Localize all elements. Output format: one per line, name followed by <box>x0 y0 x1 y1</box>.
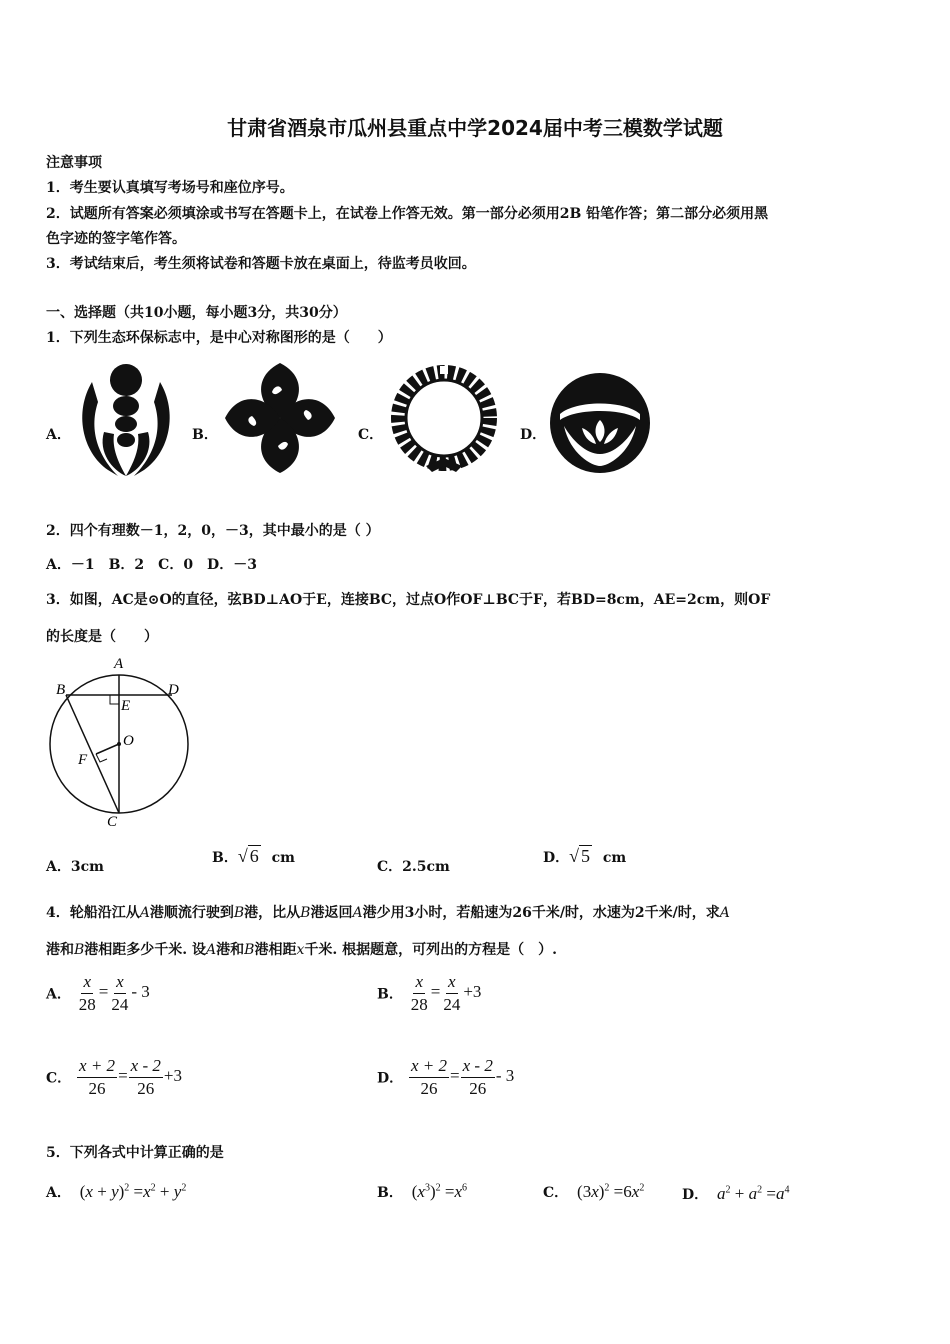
q1-option-a-label: A． <box>46 427 71 443</box>
q5-option-b: B． $(x^3)^2 =x^6$ <box>377 1182 467 1201</box>
q3-option-b: B．√ 6 cm <box>212 846 295 866</box>
q4-stem-line1: 4．轮船沿江从A港顺流行驶到B港，比从B港返回A港少用3小时，若船速为26千米/时，水速为2千米/时，求A <box>46 905 730 921</box>
q1-option-c-label: C． <box>358 427 384 443</box>
notice-item-2a: 2．试题所有答案必须填涂或书写在答题卡上，在试卷上作答无效。第一部分必须用2B 铅笔作答；第二部分必须用黑 <box>46 206 769 222</box>
q4-option-b: B． $\frac{x}{28}$ = $\frac{x}{24}$ +3 <box>377 972 482 1014</box>
four-leaf-logo-icon <box>220 358 340 478</box>
q3-option-c: C．2.5cm <box>377 859 450 875</box>
notice-item-3: 3．考试结束后，考生须将试卷和答题卡放在桌面上，待监考员收回。 <box>46 256 476 272</box>
point-c-label: C <box>107 814 118 830</box>
wreath-logo-icon <box>386 362 502 478</box>
q2-stem: 2．四个有理数－1，2，0，－3，其中最小的是（ ） <box>46 523 380 539</box>
q1-option-d-label: D． <box>520 427 547 443</box>
notice-item-1: 1．考生要认真填写考场号和座位序号。 <box>46 180 294 196</box>
q2-options: A．－1 B．2 C．0 D．－3 <box>46 557 257 573</box>
point-o-label: O <box>123 733 134 749</box>
q3-option-d: D．√ 5 cm <box>543 846 627 866</box>
q5-stem: 5．下列各式中计算正确的是 <box>46 1145 224 1161</box>
point-a-label: A <box>114 656 124 672</box>
section-heading: 一、选择题（共10小题，每小题3分，共30分） <box>46 305 347 321</box>
q4-option-a: A． $\frac{x}{28}$ = $\frac{x}{24}$ - 3 <box>46 972 150 1014</box>
q5-option-c: C． $(3x)^2 =6x^2$ <box>543 1182 645 1201</box>
notice-heading: 注意事项 <box>46 155 102 171</box>
q3-option-a: A．3cm <box>46 859 104 875</box>
flame-logo-icon <box>74 362 178 478</box>
point-f-label: F <box>78 752 88 768</box>
q4-option-d: D． $\frac{x + 2}{26}$ = $\frac{x - 2}{26}$ - 3 <box>377 1056 515 1098</box>
point-b-label: B <box>56 682 66 698</box>
notice-item-2b: 色字迹的签字笔作答。 <box>46 231 186 247</box>
q1-option-b-label: B． <box>192 427 218 443</box>
point-e-label: E <box>121 698 131 714</box>
sprout-circle-logo-icon <box>548 370 652 476</box>
q1-stem: 1．下列生态环保标志中，是中心对称图形的是（ ） <box>46 330 392 346</box>
page-title: 甘肃省酒泉市瓜州县重点中学2024届中考三模数学试题 <box>227 116 723 140</box>
circle-geometry-figure <box>46 652 196 832</box>
q5-option-d: D． $a^2 + a^2 =a^4$ <box>682 1184 790 1203</box>
q4-option-c: C． $\frac{x + 2}{26}$ = $\frac{x - 2}{26}$ +3 <box>46 1056 182 1098</box>
q3-stem-line2: 的长度是（ ） <box>46 629 158 645</box>
q5-option-a: A． $(x + y)^2 =x^2 + y^2$ <box>46 1182 187 1201</box>
q4-stem-line2: 港和B港相距多少千米. 设A港和B港相距x千米. 根据题意，可列出的方程是（ ）. <box>46 942 557 958</box>
q3-stem-line1: 3．如图，AC是⊙O的直径，弦BD⊥AO于E，连接BC，过点O作OF⊥BC于F，若BD=8cm，AE=2cm，则OF <box>46 592 771 608</box>
point-d-label: D <box>168 682 179 698</box>
